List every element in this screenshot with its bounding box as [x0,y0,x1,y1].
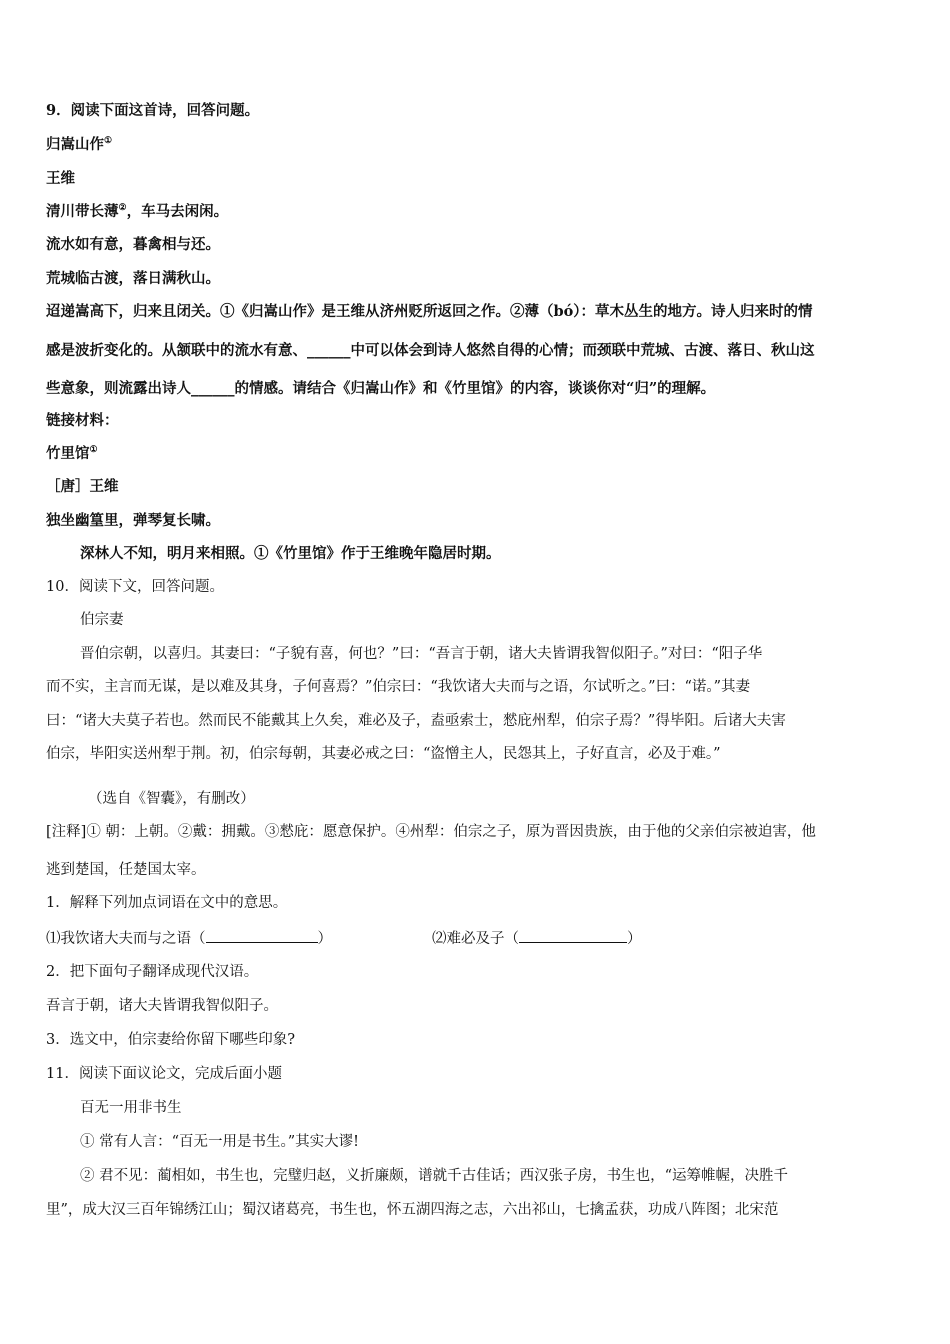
sub1-a-end: ） [317,931,332,947]
poem2-author: ［唐］王维 [46,478,119,495]
poem2-title [46,445,98,463]
poem1-title [46,136,112,154]
q10-sub1-a [46,928,332,948]
q11-stem: 11．阅读下面议论文，完成后面小题 [46,1066,282,1082]
poem1-title-text: 归嵩山作 [46,136,104,153]
q10-sub1: 1．解释下列加点词语在文中的意思。 [46,895,288,911]
q10-text-line-3: 曰：“诸大夫莫子若也。然而民不能戴其上久矣，难必及子，盍亟索士，憖庇州犁，伯宗子焉？”得毕阳。后诸大夫害 [46,713,786,729]
poem1-line1 [46,203,228,221]
poem1-title-note: ① [104,136,113,147]
q10-source: （选自《智囊》，有删改） [88,791,255,807]
q10-sub3: 3．选文中，伯宗妻给你留下哪些印象? [46,1032,295,1048]
sub1-b-end: ） [627,931,642,947]
q10-notes-line-1: [注释]① 朝：上朝。②戴：拥戴。③憖庇：愿意保护。④州犁：伯宗之子，原为晋因贵族，由于他的父亲伯宗被迫害，他 [46,824,816,840]
poem2-title-note: ① [89,445,98,456]
q10-text-line-4: 伯宗，毕阳实送州犁于荆。初，伯宗每朝，其妻必戒之曰：“盗憎主人，民怨其上，子好直言，必及于难。” [46,746,721,762]
q11-title: 百无一用非书生 [80,1100,182,1116]
poem1-author: 王维 [46,170,75,187]
sub1-a-answer-blank[interactable] [206,928,318,943]
q10-sub1-b [432,928,642,948]
q10-sub2-sentence: 吾言于朝，诸大夫皆谓我智似阳子。 [46,998,278,1014]
poem2-title-text: 竹里馆 [46,445,90,462]
sub1-a-text: ⑴我饮诸大夫而与之语（ [46,931,206,947]
q9-paragraph-line-3: 些意象，则流露出诗人______的情感。请结合《归嵩山作》和《竹里馆》的内容，谈谈你对“归”的理解。 [46,380,716,397]
q9-stem: 9．阅读下面这首诗，回答问题。 [46,102,260,119]
q10-title: 伯宗妻 [80,612,124,628]
poem2-line2: 深林人不知，明月来相照。①《竹里馆》作于王维晚年隐居时期。 [80,545,501,562]
q9-paragraph-line-2: 感是波折变化的。从颔联中的流水有意、______中可以体会到诗人悠然自得的心情；而颈联中荒城、古渡、落日、秋山这 [46,342,815,359]
q9-paragraph-line-1: 迢递嵩高下，归来且闭关。①《归嵩山作》是王维从济州贬所返回之作。②薄（bó）：草木丛生的地方。诗人归来时的情 [46,303,813,320]
q11-p2-line-1: ② 君不见：蔺相如，书生也，完璧归赵，义折廉颇，谱就千古佳话；西汉张子房，书生也，“运筹帷幄，决胜千 [80,1168,789,1184]
q10-sub2: 2．把下面句子翻译成现代汉语。 [46,964,259,980]
poem1-line2: 流水如有意，暮禽相与还。 [46,236,220,253]
poem1-line1-b: ，车马去闲闲。 [126,203,229,220]
poem1-line3: 荒城临古渡，落日满秋山。 [46,270,220,287]
q10-text-line-2: 而不实，主言而无谋，是以难及其身，子何喜焉？”伯宗曰：“我饮诸大夫而与之语，尔试听之。”曰：“诺。”其妻 [46,679,751,695]
q10-notes-line-2: 逃到楚国，任楚国太宰。 [46,862,206,878]
sub1-b-answer-blank[interactable] [519,928,627,943]
poem1-line1-a: 清川带长薄 [46,203,119,220]
link-material-label: 链接材料： [46,412,119,429]
sub1-b-text: ⑵难必及子（ [432,931,519,947]
q11-p1: ① 常有人言：“百无一用是书生。”其实大谬! [80,1134,360,1150]
q11-p2-line-2: 里”，成大汉三百年锦绣江山；蜀汉诸葛亮，书生也，怀五湖四海之志，六出祁山，七擒孟获，功成八阵图；北宋范 [46,1202,779,1218]
q10-text-line-1: 晋伯宗朝，以喜归。其妻曰：“子貌有喜，何也？”曰：“吾言于朝，诸大夫皆谓我智似阳子。”对曰：“阳子华 [80,646,763,662]
poem2-line1: 独坐幽篁里，弹琴复长啸。 [46,512,220,529]
q10-stem: 10．阅读下文，回答问题。 [46,579,224,595]
poem1-line1-note: ② [118,203,127,214]
